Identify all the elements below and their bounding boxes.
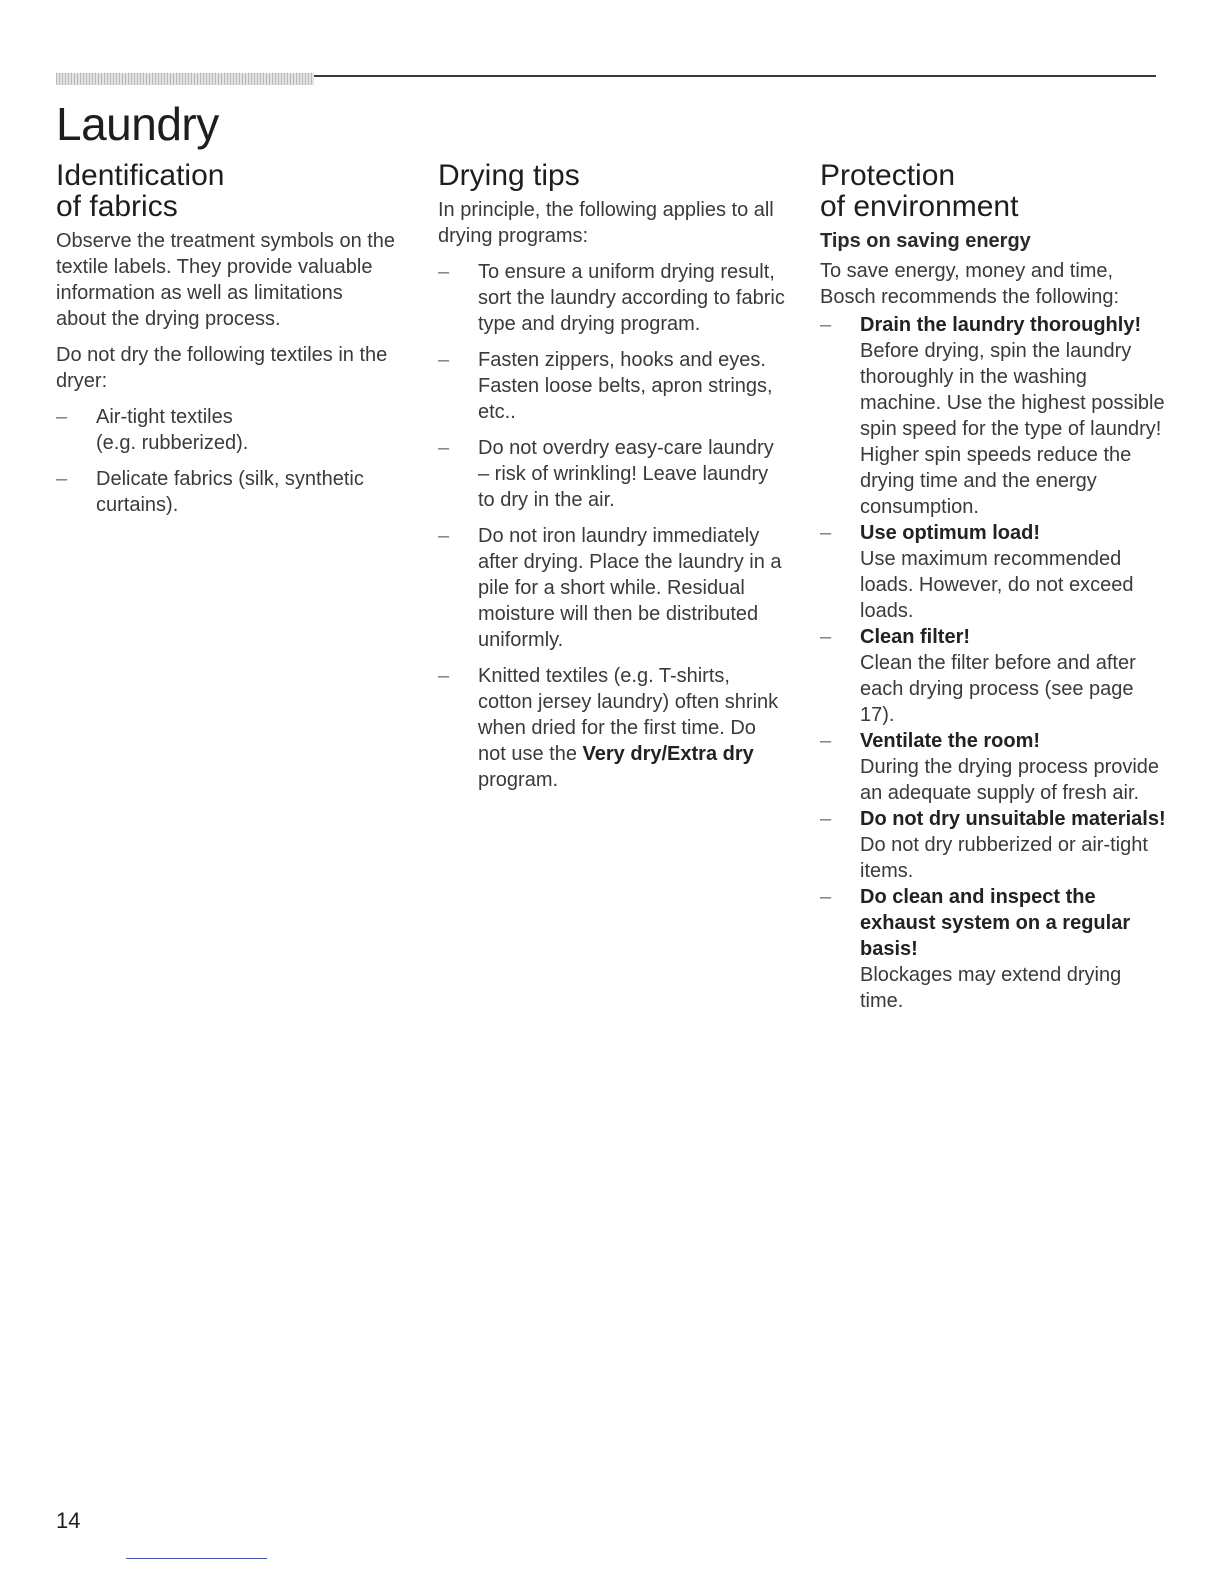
- list-item: [820, 520, 1170, 624]
- tip-title: Drain the laundry thoroughly!: [860, 314, 1142, 336]
- dash-bullet: –: [56, 406, 68, 428]
- list-item-text: Do not overdry easy-care laundry – risk of wrinkling! Leave laundry to dry in the air.: [478, 437, 774, 511]
- list-item: [820, 624, 1170, 728]
- dash-bullet: –: [820, 626, 832, 648]
- footer-line: [126, 1558, 267, 1559]
- list-item: [438, 259, 788, 337]
- dash-bullet: –: [438, 525, 450, 547]
- dash-bullet: –: [438, 261, 450, 283]
- identification-heading-line2: of fabrics: [56, 190, 178, 223]
- drying-tips-list: [438, 259, 788, 793]
- tip-text: Do not dry rubberized or air-tight items.: [860, 834, 1148, 882]
- list-item-suffix: program.: [478, 769, 559, 791]
- tip-title: Use optimum load!: [860, 522, 1041, 544]
- list-item: [438, 347, 788, 425]
- tip-text: During the drying process provide an adequate supply of fresh air.: [860, 756, 1160, 804]
- dash-bullet: –: [820, 522, 832, 544]
- drying-tips-section: [438, 160, 788, 803]
- list-item-text: Knitted textiles (e.g. T-shirts, cotton jersey laundry) often shrink when dried for the first time. Do not use the: [478, 665, 779, 765]
- dash-bullet: –: [438, 665, 450, 687]
- tip-title: Ventilate the room!: [860, 730, 1041, 752]
- energy-subheading: Tips on saving energy: [820, 230, 1031, 252]
- tip-text: Blockages may extend drying time.: [860, 964, 1122, 1012]
- header-rule-hatch: [56, 73, 314, 85]
- identification-heading-line1: Identification: [56, 159, 225, 192]
- dash-bullet: –: [820, 886, 832, 908]
- environment-section: [820, 160, 1170, 1014]
- list-item-line2: (e.g. rubberized).: [96, 432, 249, 454]
- dash-bullet: –: [438, 437, 450, 459]
- drying-tips-intro: In principle, the following applies to all drying programs:: [438, 199, 774, 247]
- identification-section: [56, 160, 396, 528]
- program-name: Very dry/Extra dry: [582, 743, 754, 765]
- energy-intro: To save energy, money and time, Bosch recommends the following:: [820, 260, 1120, 308]
- identification-heading: [56, 160, 396, 222]
- tip-title: Do not dry unsuitable materials!: [860, 808, 1166, 830]
- list-item: [438, 435, 788, 513]
- list-item: [438, 523, 788, 653]
- dash-bullet: –: [438, 349, 450, 371]
- list-item: [438, 663, 788, 793]
- tip-text: Before drying, spin the laundry thoroughly in the washing machine. Use the highest possible spin speed for the type of laundry! Higher spin speeds reduce the drying time and the energy consumption.: [860, 340, 1165, 518]
- list-item-text: Fasten zippers, hooks and eyes. Fasten loose belts, apron strings, etc..: [478, 349, 773, 423]
- list-item-text: To ensure a uniform drying result, sort the laundry according to fabric type and drying program.: [478, 261, 785, 335]
- list-item: [820, 884, 1170, 1014]
- tip-title: Clean filter!: [860, 626, 971, 648]
- list-item: [820, 806, 1170, 884]
- environment-heading: [820, 160, 1170, 222]
- list-item-text: Delicate fabrics (silk, synthetic curtains).: [96, 468, 364, 516]
- identification-paragraph-1: Observe the treatment symbols on the textile labels. They provide valuable information as well as limitations about the drying process.: [56, 230, 396, 330]
- list-item: [56, 404, 396, 456]
- list-item: [820, 312, 1170, 520]
- list-item: [820, 728, 1170, 806]
- dash-bullet: –: [820, 808, 832, 830]
- page-title: Laundry: [56, 98, 219, 150]
- energy-tips-list: [820, 312, 1170, 1014]
- tip-title: Do clean and inspect the exhaust system on a regular basis!: [860, 886, 1131, 960]
- tip-text: Use maximum recommended loads. However, do not exceed loads.: [860, 548, 1134, 622]
- page-number: 14: [56, 1508, 81, 1533]
- dash-bullet: –: [820, 314, 832, 336]
- excluded-textiles-list: [56, 404, 396, 518]
- environment-heading-line1: Protection: [820, 159, 956, 192]
- tip-text: Clean the filter before and after each drying process (see page 17).: [860, 652, 1136, 726]
- dash-bullet: –: [820, 730, 832, 752]
- identification-paragraph-2: Do not dry the following textiles in the dryer:: [56, 344, 388, 392]
- drying-tips-heading: Drying tips: [438, 159, 580, 192]
- dash-bullet: –: [56, 468, 68, 490]
- list-item-text: Do not iron laundry immediately after drying. Place the laundry in a pile for a short while. Residual moisture will then be distributed uniformly.: [478, 525, 782, 651]
- list-item-line1: Air-tight textiles: [96, 406, 233, 428]
- environment-heading-line2: of environment: [820, 190, 1019, 223]
- list-item: [56, 466, 396, 518]
